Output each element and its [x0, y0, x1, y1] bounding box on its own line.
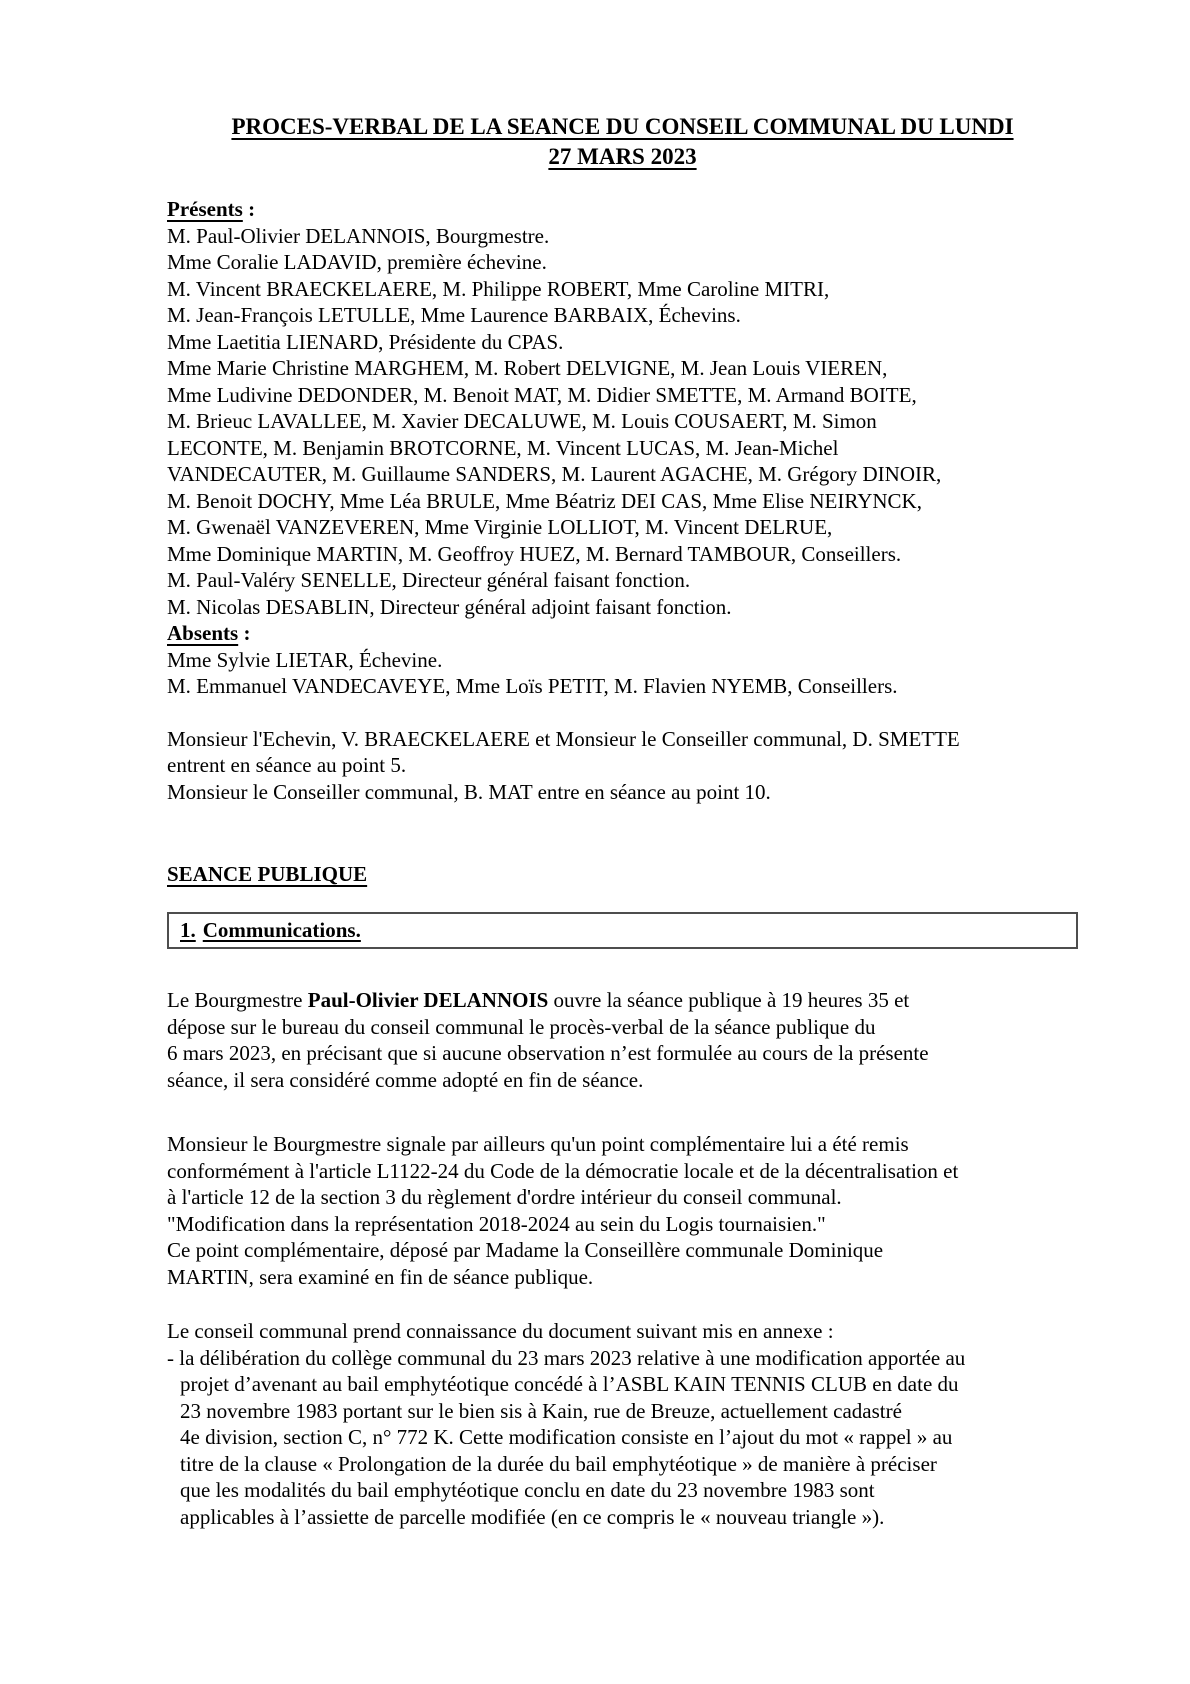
entry-notes [167, 726, 1078, 806]
present-line: LECONTE, M. Benjamin BROTCORNE, M. Vincent LUCAS, M. Jean-Michel [167, 435, 839, 460]
present-line: M. Jean-François LETULLE, Mme Laurence BARBAIX, Échevins. [167, 303, 741, 327]
attendance-section [167, 196, 1078, 700]
present-line: M. Paul-Valéry SENELLE, Directeur général faisant fonction. [167, 568, 691, 592]
bullet-line: - la délibération du collège communal du 23 mars 2023 relative à une modification apportée au [167, 1345, 966, 1370]
paragraph-opening [167, 987, 1078, 1093]
bullet-line: applicables à l’assiette de parcelle modifiée (en ce compris le « nouveau triangle »). [180, 1504, 885, 1529]
paragraph-line: Monsieur le Bourgmestre signale par ailleurs qu'un point complémentaire lui a été remis [167, 1132, 909, 1156]
present-line: Mme Laetitia LIENARD, Présidente du CPAS. [167, 329, 564, 354]
bullet-line: que les modalités du bail emphytéotique conclu en date du 23 novembre 1983 sont [180, 1478, 875, 1502]
agenda-item-number: 1. [180, 917, 196, 942]
entry-note-line: Monsieur l'Echevin, V. BRAECKELAERE et Monsieur le Conseiller communal, D. SMETTE [167, 726, 960, 751]
bullet-line: titre de la clause « Prolongation de la durée du bail emphytéotique » de manière à préciser [180, 1451, 937, 1476]
present-line: M. Benoit DOCHY, Mme Léa BRULE, Mme Béatriz DEI CAS, Mme Elise NEIRYNCK, [167, 488, 922, 513]
absents-heading: Absents : [167, 621, 251, 645]
present-line: M. Brieuc LAVALLEE, M. Xavier DECALUWE, M. Louis COUSAERT, M. Simon [167, 409, 877, 433]
public-session-heading: SEANCE PUBLIQUE [167, 862, 368, 886]
paragraph-line: Le Bourgmestre Paul-Olivier DELANNOIS ouvre la séance publique à 19 heures 35 et [167, 988, 910, 1012]
agenda-item-1-box [167, 912, 1078, 950]
present-line: M. Nicolas DESABLIN, Directeur général adjoint faisant fonction. [167, 594, 732, 619]
present-line: Mme Coralie LADAVID, première échevine. [167, 250, 547, 274]
paragraph-line: séance, il sera considéré comme adopté en fin de séance. [167, 1067, 644, 1092]
absent-line: Mme Sylvie LIETAR, Échevine. [167, 647, 443, 672]
present-line: VANDECAUTER, M. Guillaume SANDERS, M. Laurent AGACHE, M. Grégory DINOIR, [167, 462, 942, 486]
present-line: M. Paul-Olivier DELANNOIS, Bourgmestre. [167, 223, 550, 248]
paragraph-line: à l'article 12 de la section 3 du règlement d'ordre intérieur du conseil communal. [167, 1185, 842, 1209]
paragraph-line: Le conseil communal prend connaissance du document suivant mis en annexe : [167, 1319, 834, 1343]
paragraph-line: MARTIN, sera examiné en fin de séance publique. [167, 1264, 594, 1289]
document-content [167, 112, 1078, 1530]
bullet-line: 23 novembre 1983 portant sur le bien sis à Kain, rue de Breuze, actuellement cadastré [180, 1398, 902, 1423]
bullet-line: projet d’avenant au bail emphytéotique concédé à l’ASBL KAIN TENNIS CLUB en date du [180, 1372, 959, 1396]
entry-note-line: Monsieur le Conseiller communal, B. MAT entre en séance au point 10. [167, 779, 771, 804]
paragraph-complementary-point [167, 1131, 1078, 1290]
paragraph-line: "Modification dans la représentation 2018-2024 au sein du Logis tournaisien." [167, 1211, 826, 1236]
document-title-line2: 27 MARS 2023 [548, 144, 697, 169]
bullet-line: 4e division, section C, n° 772 K. Cette modification consiste en l’ajout du mot « rappel » au [180, 1425, 953, 1449]
paragraph-line: Ce point complémentaire, déposé par Madame la Conseillère communale Dominique [167, 1238, 884, 1262]
present-line: Mme Dominique MARTIN, M. Geoffroy HUEZ, M. Bernard TAMBOUR, Conseillers. [167, 541, 902, 566]
presents-heading: Présents : [167, 197, 256, 221]
bourgmestre-name: Paul-Olivier DELANNOIS [307, 988, 549, 1012]
agenda-item-title: Communications. [202, 917, 361, 942]
document-title-line1: PROCES-VERBAL DE LA SEANCE DU CONSEIL COMMUNAL DU LUNDI [231, 114, 1014, 139]
paragraph-annexe [167, 1318, 1078, 1530]
paragraph-line: 6 mars 2023, en précisant que si aucune observation n’est formulée au cours de la présente [167, 1041, 929, 1065]
document-title [167, 112, 1078, 172]
present-line: Mme Marie Christine MARGHEM, M. Robert DELVIGNE, M. Jean Louis VIEREN, [167, 356, 888, 380]
paragraph-line: conformément à l'article L1122-24 du Code de la démocratie locale et de la décentralisation et [167, 1158, 959, 1183]
present-line: M. Vincent BRAECKELAERE, M. Philippe ROBERT, Mme Caroline MITRI, [167, 276, 830, 301]
entry-note-line: entrent en séance au point 5. [167, 753, 407, 777]
present-line: Mme Ludivine DEDONDER, M. Benoit MAT, M. Didier SMETTE, M. Armand BOITE, [167, 382, 917, 407]
present-line: M. Gwenaël VANZEVEREN, Mme Virginie LOLLIOT, M. Vincent DELRUE, [167, 515, 833, 539]
annexe-bullet [167, 1345, 1078, 1531]
paragraph-line: dépose sur le bureau du conseil communal le procès-verbal de la séance publique du [167, 1014, 876, 1039]
absent-line: M. Emmanuel VANDECAVEYE, Mme Loïs PETIT, M. Flavien NYEMB, Conseillers. [167, 674, 898, 698]
